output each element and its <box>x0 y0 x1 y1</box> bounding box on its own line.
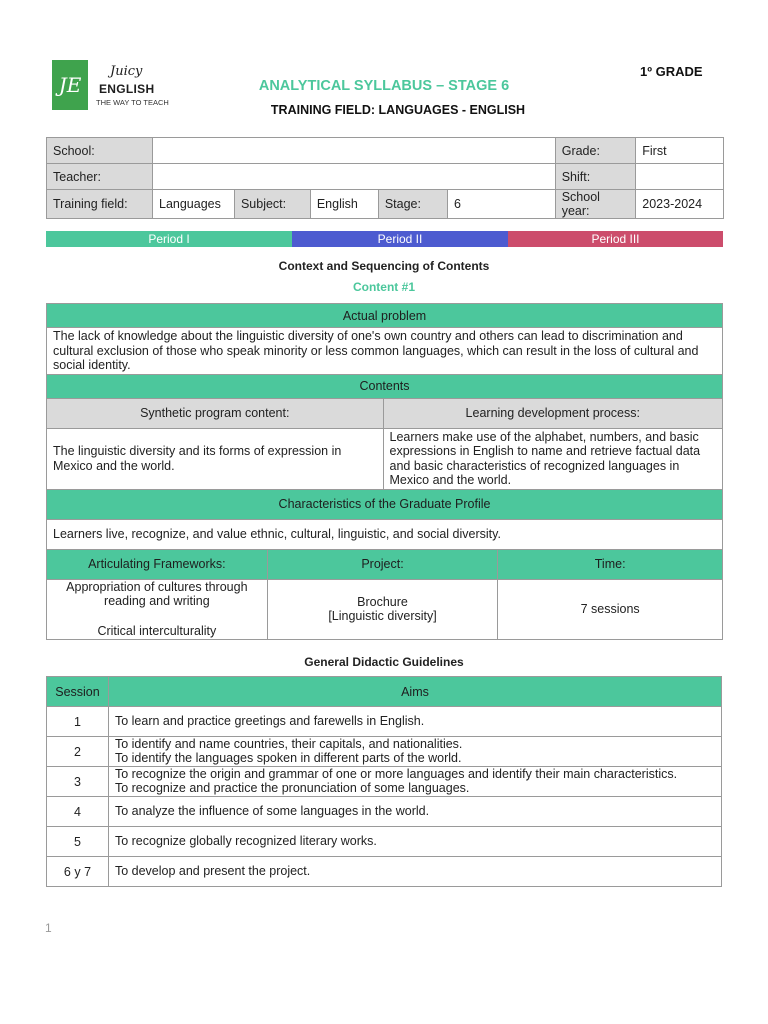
aim-text <box>108 767 721 797</box>
page-number: 1 <box>45 921 52 935</box>
school-label: School: <box>47 138 153 164</box>
aim-line: To identify the languages spoken in different parts of the world. <box>114 750 462 765</box>
synthetic-content-text: The linguistic diversity and its forms of expression in Mexico and the world. <box>47 428 384 489</box>
table-row <box>47 707 722 737</box>
logo-mark: JE <box>52 60 88 110</box>
training-field-label: Training field: <box>47 190 153 219</box>
aims-header: Aims <box>108 677 721 707</box>
period-2: Period II <box>292 231 508 247</box>
actual-problem-text: The lack of knowledge about the linguistic diversity of one's own country and others can lead to discrimination and cultural exclusion of those who speak minority or less common languages, which can result in the loss of cultural and social identity. <box>47 328 723 375</box>
subject-label: Subject: <box>234 190 310 219</box>
aims-table <box>46 676 722 887</box>
frameworks-cell <box>47 579 268 639</box>
learning-process-text: Learners make use of the alphabet, numbers, and basic expressions in English to name and retrieve factual data and basic characteristics of recognized languages in Mexico and the world. <box>383 428 722 489</box>
logo-tagline: THE WAY TO TEACH <box>96 98 169 107</box>
aim-line: To analyze the influence of some languages in the world. <box>114 803 430 818</box>
school-value[interactable] <box>153 138 556 164</box>
time-header: Time: <box>498 549 723 579</box>
school-year-value[interactable]: 2023-2024 <box>636 190 724 219</box>
grade-field-label: Grade: <box>555 138 636 164</box>
session-number: 4 <box>47 797 109 827</box>
info-table <box>46 137 724 219</box>
project-cell <box>267 579 498 639</box>
subject-value[interactable]: English <box>310 190 378 219</box>
period-1: Period I <box>46 231 292 247</box>
school-year-label: School year: <box>555 190 636 219</box>
aim-line: To recognize the origin and grammar of one or more languages and identify their main characteristics. <box>114 767 678 781</box>
shift-value[interactable] <box>636 164 724 190</box>
table-row <box>47 767 722 797</box>
guidelines-title: General Didactic Guidelines <box>304 655 464 669</box>
aim-text <box>108 707 721 737</box>
table-row <box>47 797 722 827</box>
training-field-value[interactable]: Languages <box>153 190 235 219</box>
aim-text <box>108 827 721 857</box>
period-bar <box>46 231 723 247</box>
session-header: Session <box>47 677 109 707</box>
session-number: 6 y 7 <box>47 857 109 887</box>
session-number: 5 <box>47 827 109 857</box>
learning-process-header: Learning development process: <box>383 398 722 428</box>
aim-line: To recognize globally recognized literary works. <box>114 833 377 848</box>
session-number: 2 <box>47 737 109 767</box>
aim-text <box>108 797 721 827</box>
time-value: 7 sessions <box>498 579 723 639</box>
project-name: Brochure <box>357 594 408 609</box>
stage-label: Stage: <box>378 190 447 219</box>
info-row-school <box>47 138 724 164</box>
page-title: ANALYTICAL SYLLABUS – STAGE 6 <box>258 78 510 94</box>
table-row <box>47 737 722 767</box>
session-number: 1 <box>47 707 109 737</box>
info-row-teacher <box>47 164 724 190</box>
aim-text <box>108 737 721 767</box>
graduate-profile-text: Learners live, recognize, and value ethnic, cultural, linguistic, and social diversity. <box>47 519 723 549</box>
aim-line: To develop and present the project. <box>114 863 311 878</box>
teacher-value[interactable] <box>153 164 556 190</box>
period-3: Period III <box>508 231 723 247</box>
session-number: 3 <box>47 767 109 797</box>
contents-header: Contents <box>47 374 723 398</box>
stage-value[interactable]: 6 <box>448 190 556 219</box>
logo-english-text: ENGLISH <box>99 82 155 96</box>
project-topic: [Linguistic diversity] <box>328 609 437 623</box>
table-row <box>47 827 722 857</box>
aim-line: To recognize and practice the pronunciation of some languages. <box>114 780 470 795</box>
grade-label: 1º GRADE <box>640 64 703 79</box>
shift-label: Shift: <box>555 164 636 190</box>
page-subtitle: TRAINING FIELD: LANGUAGES - ENGLISH <box>270 103 526 117</box>
frameworks-header: Articulating Frameworks: <box>47 549 268 579</box>
teacher-label: Teacher: <box>47 164 153 190</box>
project-header: Project: <box>267 549 498 579</box>
synthetic-content-header: Synthetic program content: <box>47 398 384 428</box>
framework-2: Critical interculturality <box>97 623 217 638</box>
aim-line: To identify and name countries, their capitals, and nationalities. <box>114 737 463 751</box>
aim-line: To learn and practice greetings and farewells in English. <box>114 713 425 728</box>
context-title: Context and Sequencing of Contents <box>278 259 490 273</box>
logo-juicy-text: Juicy <box>110 64 143 79</box>
content-number: Content #1 <box>352 280 415 294</box>
info-row-field <box>47 190 724 219</box>
actual-problem-header: Actual problem <box>47 304 723 328</box>
table-row <box>47 857 722 887</box>
framework-1: Appropriation of cultures through reading and writing <box>66 579 248 609</box>
grade-value[interactable]: First <box>636 138 724 164</box>
aim-text <box>108 857 721 887</box>
content-table <box>46 303 723 640</box>
graduate-profile-header: Characteristics of the Graduate Profile <box>47 489 723 519</box>
